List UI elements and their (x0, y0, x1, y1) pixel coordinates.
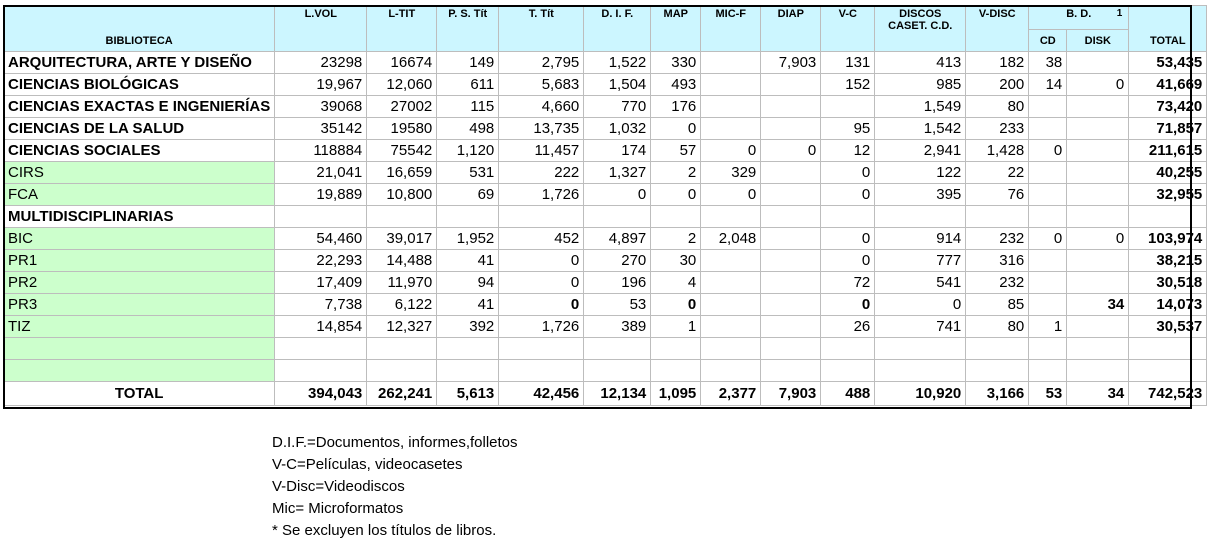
row-name: FCA (4, 184, 275, 206)
cell-pstit: 41 (437, 250, 499, 272)
row-name: PR2 (4, 272, 275, 294)
cell-pstit: 531 (437, 162, 499, 184)
cell-pstit: 69 (437, 184, 499, 206)
cell-cd: 0 (1029, 140, 1067, 162)
cell-dif: 174 (584, 140, 651, 162)
header-ttit: T. Tít (499, 6, 584, 52)
cell-vc: 0 (821, 228, 875, 250)
cell-map: 4 (651, 272, 701, 294)
row-name: BIC (4, 228, 275, 250)
empty-cell (499, 360, 584, 382)
cell-vdisc: 76 (966, 184, 1029, 206)
cell-cd: 0 (1029, 228, 1067, 250)
cell-vc: 0 (821, 162, 875, 184)
total-disk: 34 (1067, 382, 1129, 406)
cell-total: 38,215 (1129, 250, 1207, 272)
cell-dif (584, 206, 651, 228)
cell-ltit: 16674 (367, 52, 437, 74)
row-name: PR1 (4, 250, 275, 272)
table-row (4, 162, 1207, 184)
empty-cell (1067, 338, 1129, 360)
cell-total: 30,537 (1129, 316, 1207, 338)
cell-vc: 26 (821, 316, 875, 338)
cell-map: 0 (651, 294, 701, 316)
empty-cell (1029, 360, 1067, 382)
totals-row (4, 382, 1207, 406)
cell-vdisc: 22 (966, 162, 1029, 184)
cell-total (1129, 206, 1207, 228)
cell-pstit: 611 (437, 74, 499, 96)
cell-ttit: 1,726 (499, 184, 584, 206)
empty-cell (4, 338, 275, 360)
table-row (4, 140, 1207, 162)
cell-cd (1029, 96, 1067, 118)
cell-cd: 38 (1029, 52, 1067, 74)
row-name: MULTIDISCIPLINARIAS (4, 206, 275, 228)
cell-ltit: 12,060 (367, 74, 437, 96)
cell-total: 73,420 (1129, 96, 1207, 118)
cell-total: 32,955 (1129, 184, 1207, 206)
cell-map: 2 (651, 162, 701, 184)
cell-vc: 0 (821, 250, 875, 272)
total-ltit: 262,241 (367, 382, 437, 406)
cell-dif: 196 (584, 272, 651, 294)
empty-cell (966, 360, 1029, 382)
empty-cell (651, 360, 701, 382)
empty-cell (1129, 338, 1207, 360)
cell-lvol: 14,854 (275, 316, 367, 338)
empty-cell (437, 360, 499, 382)
cell-dif: 1,032 (584, 118, 651, 140)
header-pstit: P. S. Tít (437, 6, 499, 52)
total-discos: 10,920 (875, 382, 966, 406)
cell-diap (761, 228, 821, 250)
cell-pstit: 94 (437, 272, 499, 294)
table-row (4, 250, 1207, 272)
empty-cell (499, 338, 584, 360)
row-name: CIENCIAS BIOLÓGICAS (4, 74, 275, 96)
cell-vc: 72 (821, 272, 875, 294)
cell-cd (1029, 184, 1067, 206)
cell-total: 53,435 (1129, 52, 1207, 74)
empty-cell (701, 360, 761, 382)
cell-discos: 1,549 (875, 96, 966, 118)
note-line: V-Disc=Videodiscos (272, 478, 405, 495)
cell-ttit: 4,660 (499, 96, 584, 118)
cell-map: 57 (651, 140, 701, 162)
cell-discos: 541 (875, 272, 966, 294)
cell-dif: 53 (584, 294, 651, 316)
cell-disk: 34 (1067, 294, 1129, 316)
cell-diap (761, 184, 821, 206)
cell-discos: 395 (875, 184, 966, 206)
empty-cell (875, 360, 966, 382)
header-map: MAP (651, 6, 701, 52)
cell-ltit: 16,659 (367, 162, 437, 184)
cell-vc (821, 206, 875, 228)
cell-dif: 0 (584, 184, 651, 206)
cell-map: 176 (651, 96, 701, 118)
header-discos-line1: DISCOS (899, 8, 942, 20)
cell-ttit: 222 (499, 162, 584, 184)
row-name: PR3 (4, 294, 275, 316)
cell-vc (821, 96, 875, 118)
cell-lvol: 19,967 (275, 74, 367, 96)
table-row (4, 272, 1207, 294)
empty-cell (875, 338, 966, 360)
cell-total: 211,615 (1129, 140, 1207, 162)
cell-vc: 0 (821, 294, 875, 316)
cell-cd (1029, 206, 1067, 228)
empty-cell (1129, 360, 1207, 382)
cell-lvol: 23298 (275, 52, 367, 74)
cell-lvol (275, 206, 367, 228)
empty-cell (821, 360, 875, 382)
row-name: CIENCIAS SOCIALES (4, 140, 275, 162)
empty-cell (966, 338, 1029, 360)
cell-map: 30 (651, 250, 701, 272)
total-total: 742,523 (1129, 382, 1207, 406)
cell-vdisc: 85 (966, 294, 1029, 316)
cell-dif: 770 (584, 96, 651, 118)
cell-micf (701, 74, 761, 96)
cell-micf: 2,048 (701, 228, 761, 250)
cell-disk (1067, 316, 1129, 338)
cell-ttit: 0 (499, 294, 584, 316)
cell-dif: 1,327 (584, 162, 651, 184)
header-biblioteca: BIBLIOTECA (4, 6, 275, 52)
cell-micf: 329 (701, 162, 761, 184)
empty-cell (1067, 360, 1129, 382)
header-discos-line2: CASET. C.D. (888, 20, 953, 32)
cell-micf (701, 272, 761, 294)
cell-total: 40,255 (1129, 162, 1207, 184)
cell-total: 41,669 (1129, 74, 1207, 96)
cell-disk (1067, 96, 1129, 118)
cell-cd (1029, 250, 1067, 272)
cell-discos: 1,542 (875, 118, 966, 140)
total-micf: 2,377 (701, 382, 761, 406)
cell-cd (1029, 272, 1067, 294)
cell-disk (1067, 140, 1129, 162)
cell-discos: 413 (875, 52, 966, 74)
cell-cd: 1 (1029, 316, 1067, 338)
cell-discos: 2,941 (875, 140, 966, 162)
cell-map: 493 (651, 74, 701, 96)
empty-cell (761, 360, 821, 382)
cell-diap (761, 294, 821, 316)
header-bd-label: B. D. (1066, 8, 1092, 20)
cell-ltit: 10,800 (367, 184, 437, 206)
total-vdisc: 3,166 (966, 382, 1029, 406)
note-line: D.I.F.=Documentos, informes,folletos (272, 434, 518, 451)
cell-map (651, 206, 701, 228)
header-dif: D. I. F. (584, 6, 651, 52)
cell-diap (761, 74, 821, 96)
header-ltit: L-TIT (367, 6, 437, 52)
cell-dif: 4,897 (584, 228, 651, 250)
header-vc: V-C (821, 6, 875, 52)
cell-cd (1029, 162, 1067, 184)
empty-cell (367, 338, 437, 360)
total-vc: 488 (821, 382, 875, 406)
cell-diap: 0 (761, 140, 821, 162)
cell-vdisc: 232 (966, 228, 1029, 250)
cell-ltit: 12,327 (367, 316, 437, 338)
cell-pstit: 41 (437, 294, 499, 316)
cell-ltit: 11,970 (367, 272, 437, 294)
cell-pstit: 115 (437, 96, 499, 118)
notes-block (272, 432, 518, 542)
cell-total: 103,974 (1129, 228, 1207, 250)
cell-cd: 14 (1029, 74, 1067, 96)
header-diap: DIAP (761, 6, 821, 52)
cell-lvol: 35142 (275, 118, 367, 140)
empty-cell (4, 360, 275, 382)
cell-cd (1029, 294, 1067, 316)
cell-diap (761, 250, 821, 272)
cell-map: 0 (651, 118, 701, 140)
total-cd: 53 (1029, 382, 1067, 406)
empty-cell (761, 338, 821, 360)
cell-dif: 389 (584, 316, 651, 338)
cell-total: 71,857 (1129, 118, 1207, 140)
cell-discos: 777 (875, 250, 966, 272)
cell-pstit: 1,952 (437, 228, 499, 250)
library-stats-table (3, 5, 1207, 406)
cell-micf (701, 316, 761, 338)
cell-ttit: 2,795 (499, 52, 584, 74)
cell-ttit: 11,457 (499, 140, 584, 162)
cell-discos: 914 (875, 228, 966, 250)
cell-micf (701, 96, 761, 118)
row-name: CIENCIAS EXACTAS E INGENIERÍAS (4, 96, 275, 118)
cell-pstit (437, 206, 499, 228)
cell-discos: 985 (875, 74, 966, 96)
cell-dif: 1,522 (584, 52, 651, 74)
cell-lvol: 54,460 (275, 228, 367, 250)
empty-cell (701, 338, 761, 360)
total-map: 1,095 (651, 382, 701, 406)
cell-discos: 0 (875, 294, 966, 316)
table-row (4, 74, 1207, 96)
header-total: TOTAL (1129, 6, 1207, 52)
cell-ttit (499, 206, 584, 228)
cell-dif: 270 (584, 250, 651, 272)
table-row (4, 294, 1207, 316)
cell-total: 14,073 (1129, 294, 1207, 316)
cell-ttit: 0 (499, 272, 584, 294)
cell-pstit: 392 (437, 316, 499, 338)
cell-disk (1067, 272, 1129, 294)
cell-map: 2 (651, 228, 701, 250)
cell-discos (875, 206, 966, 228)
cell-ttit: 5,683 (499, 74, 584, 96)
empty-row (4, 338, 1207, 360)
cell-discos: 741 (875, 316, 966, 338)
cell-lvol: 22,293 (275, 250, 367, 272)
cell-ttit: 0 (499, 250, 584, 272)
cell-vc: 12 (821, 140, 875, 162)
cell-vc: 0 (821, 184, 875, 206)
header-cd: CD (1029, 30, 1067, 52)
header-micf: MIC-F (701, 6, 761, 52)
cell-pstit: 498 (437, 118, 499, 140)
cell-dif: 1,504 (584, 74, 651, 96)
header-disk: DISK (1067, 30, 1129, 52)
cell-discos: 122 (875, 162, 966, 184)
cell-disk: 0 (1067, 74, 1129, 96)
table-row (4, 96, 1207, 118)
cell-lvol: 21,041 (275, 162, 367, 184)
cell-ttit: 13,735 (499, 118, 584, 140)
cell-ltit (367, 206, 437, 228)
cell-ttit: 1,726 (499, 316, 584, 338)
cell-micf (701, 294, 761, 316)
cell-ltit: 6,122 (367, 294, 437, 316)
note-line: Mic= Microformatos (272, 500, 404, 517)
cell-lvol: 118884 (275, 140, 367, 162)
header-bd-number: 1 (1116, 8, 1123, 19)
header-discos (875, 6, 966, 52)
cell-micf (701, 250, 761, 272)
cell-vdisc: 80 (966, 96, 1029, 118)
total-dif: 12,134 (584, 382, 651, 406)
total-diap: 7,903 (761, 382, 821, 406)
cell-map: 1 (651, 316, 701, 338)
note-line: * Se excluyen los títulos de libros. (272, 522, 497, 539)
cell-vdisc: 316 (966, 250, 1029, 272)
empty-cell (275, 338, 367, 360)
cell-micf (701, 206, 761, 228)
cell-diap: 7,903 (761, 52, 821, 74)
empty-cell (275, 360, 367, 382)
empty-cell (584, 360, 651, 382)
cell-disk (1067, 206, 1129, 228)
cell-vdisc (966, 206, 1029, 228)
cell-micf: 0 (701, 140, 761, 162)
cell-vdisc: 232 (966, 272, 1029, 294)
cell-micf (701, 52, 761, 74)
cell-cd (1029, 118, 1067, 140)
cell-lvol: 19,889 (275, 184, 367, 206)
table-row (4, 118, 1207, 140)
row-name: ARQUITECTURA, ARTE Y DISEÑO (4, 52, 275, 74)
cell-ltit: 14,488 (367, 250, 437, 272)
empty-cell (437, 338, 499, 360)
cell-lvol: 39068 (275, 96, 367, 118)
cell-ltit: 39,017 (367, 228, 437, 250)
cell-disk (1067, 52, 1129, 74)
cell-diap (761, 118, 821, 140)
table-row (4, 316, 1207, 338)
header-lvol: L.VOL (275, 6, 367, 52)
header-vdisc: V-DISC (966, 6, 1029, 52)
table-row (4, 228, 1207, 250)
table-row (4, 206, 1207, 228)
empty-cell (821, 338, 875, 360)
empty-cell (1029, 338, 1067, 360)
cell-diap (761, 316, 821, 338)
totals-label: TOTAL (4, 382, 275, 406)
cell-vc: 95 (821, 118, 875, 140)
cell-lvol: 7,738 (275, 294, 367, 316)
cell-ltit: 75542 (367, 140, 437, 162)
cell-vc: 152 (821, 74, 875, 96)
table-row (4, 184, 1207, 206)
cell-map: 0 (651, 184, 701, 206)
header-bd (1029, 6, 1129, 30)
cell-pstit: 149 (437, 52, 499, 74)
cell-ltit: 27002 (367, 96, 437, 118)
cell-ttit: 452 (499, 228, 584, 250)
cell-diap (761, 162, 821, 184)
row-name: TIZ (4, 316, 275, 338)
cell-pstit: 1,120 (437, 140, 499, 162)
row-name: CIENCIAS DE LA SALUD (4, 118, 275, 140)
cell-micf (701, 118, 761, 140)
empty-cell (651, 338, 701, 360)
cell-micf: 0 (701, 184, 761, 206)
cell-disk: 0 (1067, 228, 1129, 250)
empty-cell (584, 338, 651, 360)
table-row (4, 52, 1207, 74)
cell-disk (1067, 162, 1129, 184)
cell-vdisc: 233 (966, 118, 1029, 140)
empty-cell (367, 360, 437, 382)
cell-ltit: 19580 (367, 118, 437, 140)
cell-vc: 131 (821, 52, 875, 74)
row-name: CIRS (4, 162, 275, 184)
cell-disk (1067, 118, 1129, 140)
cell-disk (1067, 184, 1129, 206)
empty-row (4, 360, 1207, 382)
cell-total: 30,518 (1129, 272, 1207, 294)
total-lvol: 394,043 (275, 382, 367, 406)
total-pstit: 5,613 (437, 382, 499, 406)
header-row (4, 6, 1207, 30)
total-ttit: 42,456 (499, 382, 584, 406)
cell-diap (761, 96, 821, 118)
cell-disk (1067, 250, 1129, 272)
cell-diap (761, 206, 821, 228)
cell-diap (761, 272, 821, 294)
cell-vdisc: 200 (966, 74, 1029, 96)
note-line: V-C=Películas, videocasetes (272, 456, 463, 473)
cell-lvol: 17,409 (275, 272, 367, 294)
cell-map: 330 (651, 52, 701, 74)
cell-vdisc: 182 (966, 52, 1029, 74)
cell-vdisc: 80 (966, 316, 1029, 338)
cell-vdisc: 1,428 (966, 140, 1029, 162)
